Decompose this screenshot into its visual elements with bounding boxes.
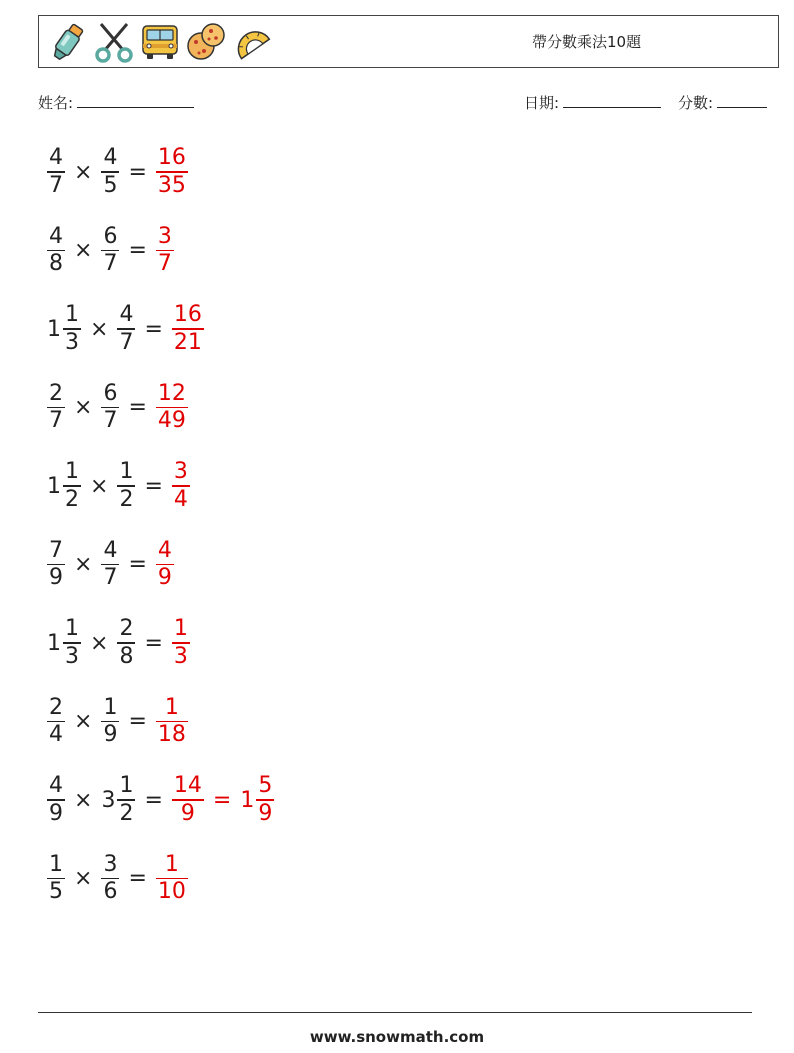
operand-b-fraction-denominator: 7: [103, 251, 118, 277]
equals-sign: =: [144, 316, 163, 342]
operand-b-fraction-numerator: 2: [119, 616, 134, 642]
answer-fraction-denominator: 3: [173, 643, 188, 669]
times-sign: ×: [74, 787, 93, 813]
footer-divider: [38, 1012, 752, 1013]
operand-a-fraction: [63, 616, 81, 670]
operand-b-fraction-numerator: 4: [103, 145, 118, 171]
times-sign: ×: [74, 866, 93, 891]
operand-b-fraction: [101, 538, 119, 592]
times-sign: ×: [74, 159, 93, 185]
equals-sign: =: [144, 630, 163, 656]
scissors-icon: [93, 20, 135, 64]
problem-row: [44, 378, 191, 438]
operand-b-fraction-denominator: 7: [119, 329, 134, 355]
operand-a-fraction-numerator: 2: [49, 380, 63, 406]
operand-b-fraction: [101, 224, 119, 278]
operand-a-fraction-denominator: 9: [49, 565, 63, 591]
answer-fraction: [156, 145, 188, 199]
equals-sign: =: [128, 552, 147, 577]
equals-sign: =: [128, 866, 147, 891]
answer-fraction: [156, 538, 174, 592]
answer-fraction: [172, 459, 190, 513]
problem-row: [44, 299, 207, 359]
answer-fraction: [156, 695, 188, 749]
operand-b-fraction-numerator: 6: [103, 380, 118, 406]
answer-mixed-whole: 1: [240, 787, 255, 813]
operand-b-fraction: [117, 302, 135, 356]
problem-row: [44, 142, 191, 202]
score-label: 分數:: [678, 94, 714, 112]
problem-row: [44, 535, 177, 595]
operand-a-fraction-denominator: 3: [65, 329, 79, 355]
header-icons: [47, 20, 273, 64]
answer-fraction-numerator: 3: [157, 223, 172, 249]
operand-a-fraction-numerator: 4: [49, 223, 63, 249]
name-label: 姓名:: [38, 94, 74, 112]
operand-b-fraction-numerator: 4: [103, 537, 118, 563]
date-blank[interactable]: [563, 93, 661, 108]
operand-b-fraction: [117, 773, 135, 827]
times-sign: ×: [90, 316, 109, 342]
answer-fraction-denominator: 35: [157, 172, 186, 198]
answer-fraction: [172, 302, 204, 356]
operand-a-fraction: [47, 381, 65, 435]
operand-b-fraction-numerator: 3: [103, 851, 118, 877]
footer-url[interactable]: www.snowmath.com: [309, 1028, 485, 1046]
answer-fraction-denominator: 18: [157, 722, 186, 748]
operand-a-fraction-numerator: 1: [49, 851, 63, 877]
equals-sign: =: [128, 709, 147, 734]
operand-a-fraction-denominator: 4: [49, 722, 63, 748]
answer-fraction-numerator: 1: [173, 616, 188, 642]
problem-row: [44, 692, 191, 752]
answer-fraction-denominator: 10: [157, 879, 186, 905]
operand-b-fraction-denominator: 7: [103, 408, 118, 434]
protractor-icon: [231, 20, 273, 64]
operand-a-fraction-numerator: 7: [49, 537, 63, 563]
operand-b-fraction: [101, 695, 119, 749]
answer-mixed-fraction-denominator: 9: [258, 800, 273, 826]
times-sign: ×: [74, 552, 93, 577]
answer-mixed-fraction: [256, 773, 274, 827]
name-field: [38, 92, 194, 113]
equals-sign: =: [128, 395, 147, 420]
operand-b-fraction-denominator: 5: [103, 172, 118, 198]
operand-a-fraction-denominator: 7: [49, 408, 63, 434]
operand-b-fraction-numerator: 6: [103, 223, 118, 249]
times-sign: ×: [74, 395, 93, 420]
answer-fraction-numerator: 1: [164, 694, 179, 720]
operand-a-fraction: [63, 302, 81, 356]
answer-fraction-numerator: 14: [173, 773, 202, 799]
marker-icon: [47, 20, 89, 64]
operand-b-fraction: [117, 616, 135, 670]
problem-row: [44, 221, 177, 281]
answer-fraction-numerator: 3: [173, 459, 188, 485]
answer-fraction-numerator: 4: [157, 537, 172, 563]
operand-a-whole: 1: [47, 630, 61, 656]
answer-fraction-numerator: 1: [164, 851, 179, 877]
operand-a-fraction-numerator: 2: [49, 694, 63, 720]
operand-a-fraction-numerator: 1: [65, 302, 79, 328]
worksheet-title: 帶分數乘法10題: [532, 33, 642, 51]
problem-row: [44, 456, 193, 516]
operand-a-fraction-numerator: 4: [49, 773, 63, 799]
operand-b-fraction-numerator: 1: [119, 459, 134, 485]
answer-fraction: [156, 852, 188, 906]
operand-a-fraction-denominator: 3: [65, 643, 79, 669]
answer-equals-sign: =: [212, 787, 232, 813]
answer-fraction-denominator: 4: [173, 486, 188, 512]
operand-b-fraction-denominator: 7: [103, 565, 118, 591]
answer-fraction-numerator: 16: [157, 145, 186, 171]
answer-fraction-denominator: 9: [180, 800, 195, 826]
operand-a-fraction: [47, 695, 65, 749]
date-field: [524, 92, 661, 113]
operand-b-fraction-numerator: 1: [119, 773, 134, 799]
operand-b-fraction-denominator: 2: [119, 800, 134, 826]
operand-a-fraction-denominator: 7: [49, 172, 63, 198]
operand-b-fraction-numerator: 4: [119, 302, 134, 328]
times-sign: ×: [90, 473, 109, 499]
operand-a-fraction: [47, 224, 65, 278]
answer-fraction-denominator: 7: [157, 251, 172, 277]
problem-row: [44, 613, 193, 673]
equals-sign: =: [144, 473, 163, 499]
operand-a-fraction: [47, 852, 65, 906]
school-bus-icon: [139, 20, 181, 64]
answer-fraction: [172, 616, 190, 670]
operand-b-fraction: [101, 381, 119, 435]
operand-a-fraction-denominator: 5: [49, 879, 63, 905]
problem-row: [44, 770, 277, 830]
operand-a-whole: 1: [47, 316, 61, 342]
name-blank[interactable]: [77, 93, 194, 108]
operand-a-fraction: [47, 773, 65, 827]
answer-fraction-numerator: 12: [157, 380, 186, 406]
answer-fraction-denominator: 9: [157, 565, 172, 591]
operand-b-fraction-denominator: 9: [103, 722, 118, 748]
date-label: 日期:: [524, 94, 560, 112]
answer-mixed-fraction-numerator: 5: [258, 773, 273, 799]
times-sign: ×: [90, 630, 109, 656]
times-sign: ×: [74, 709, 93, 734]
answer-fraction: [156, 381, 188, 435]
operand-b-whole: 3: [101, 787, 116, 813]
answer-fraction-denominator: 49: [157, 408, 186, 434]
operand-a-fraction-denominator: 8: [49, 251, 63, 277]
equals-sign: =: [128, 159, 147, 185]
score-blank[interactable]: [717, 93, 767, 108]
operand-b-fraction-denominator: 6: [103, 879, 118, 905]
operand-a-fraction-numerator: 4: [49, 145, 63, 171]
operand-b-fraction: [117, 459, 135, 513]
answer-fraction: [156, 224, 174, 278]
answer-fraction-numerator: 16: [173, 302, 202, 328]
operand-b-fraction-numerator: 1: [103, 694, 118, 720]
operand-a-fraction-denominator: 2: [65, 486, 79, 512]
operand-a-fraction-denominator: 9: [49, 800, 63, 826]
problem-row: [44, 849, 191, 909]
operand-b-fraction-denominator: 2: [119, 486, 134, 512]
operand-a-fraction: [47, 145, 65, 199]
operand-a-fraction: [47, 538, 65, 592]
times-sign: ×: [74, 238, 93, 263]
operand-b-fraction-denominator: 8: [119, 643, 134, 669]
cookies-icon: [185, 20, 227, 64]
operand-a-whole: 1: [47, 473, 61, 499]
answer-fraction: [172, 773, 204, 827]
equals-sign: =: [144, 787, 163, 813]
operand-a-fraction: [63, 459, 81, 513]
worksheet-header: [38, 15, 779, 68]
operand-b-fraction: [101, 145, 119, 199]
operand-a-fraction-numerator: 1: [65, 459, 79, 485]
operand-b-fraction: [101, 852, 119, 906]
answer-fraction-denominator: 21: [173, 329, 202, 355]
operand-a-fraction-numerator: 1: [65, 616, 79, 642]
equals-sign: =: [128, 238, 147, 263]
score-field: [678, 92, 767, 113]
